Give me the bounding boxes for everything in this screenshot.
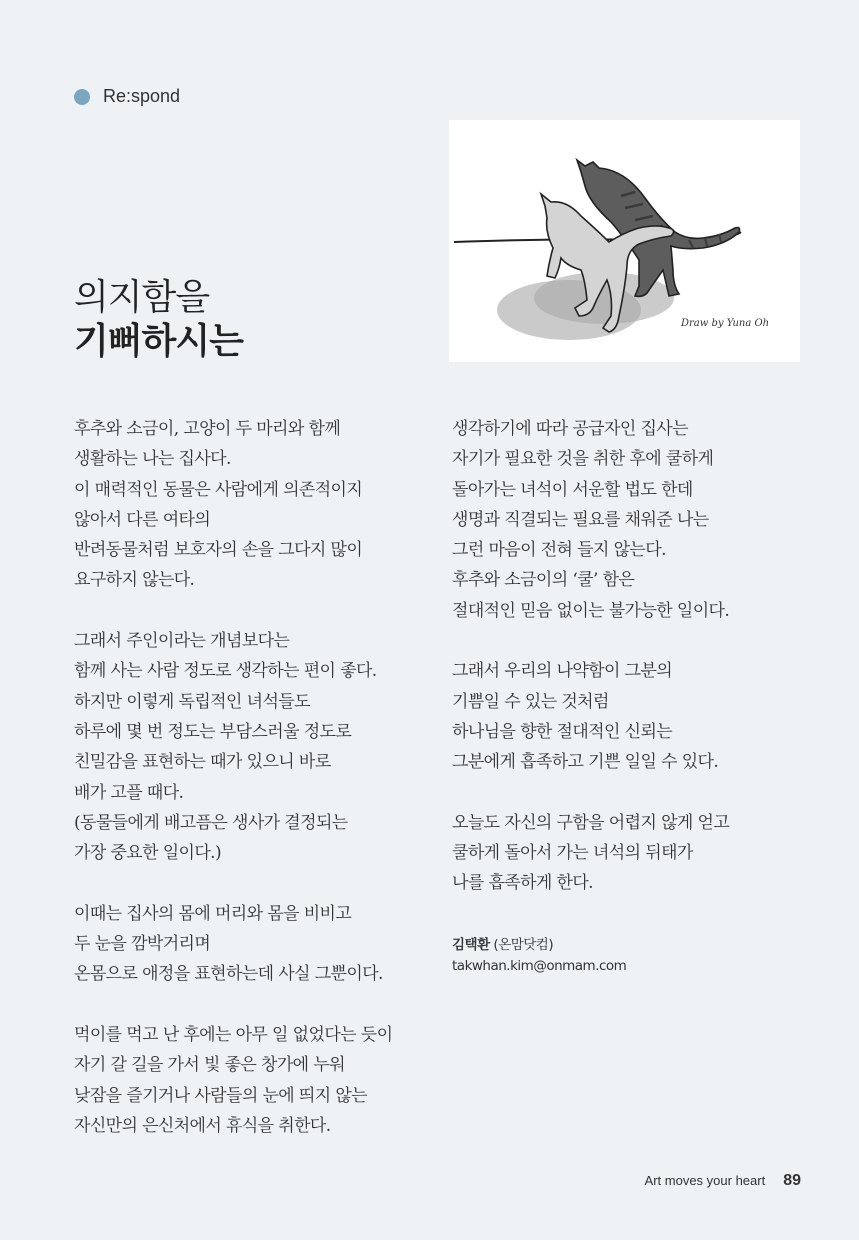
paragraph: 그래서 주인이라는 개념보다는 함께 사는 사람 정도로 생각하는 편이 좋다. 하지만 이렇게 독립적인 녀석들도 하루에 몇 번 정도는 부담스러울 정도로 친밀감을 표현하는 때가 있으니 바로 배가 고플 때다. (동물들에게 배고픔은 생사가 결정되는 가장 중요한 일이다.) bbox=[74, 631, 377, 864]
footer-slogan: Art moves your heart bbox=[644, 1173, 766, 1188]
two-cats-drawing bbox=[449, 120, 800, 362]
page-number: 89 bbox=[783, 1172, 801, 1189]
page-footer bbox=[645, 1172, 801, 1190]
title-line-2: 기뻐하시는 bbox=[74, 321, 243, 362]
article-title bbox=[74, 276, 243, 364]
paragraph: 먹이를 먹고 난 후에는 아무 일 없었다는 듯이 자기 갈 길을 가서 빛 좋은 창가에 누워 낮잠을 즐기거나 사람들의 눈에 띄지 않는 자신만의 은신처에서 휴식을 취한다. bbox=[74, 1024, 393, 1136]
author-email: takwhan.kim@onmam.com bbox=[452, 958, 627, 974]
section-tag bbox=[74, 86, 180, 107]
paragraph: 이때는 집사의 몸에 머리와 몸을 비비고 두 눈을 깜박거리며 온몸으로 애정을 표현하는데 사실 그뿐이다. bbox=[74, 903, 383, 985]
illustration-signature: Draw by Yuna Oh bbox=[681, 318, 770, 329]
title-line-1: 의지함을 bbox=[74, 277, 210, 318]
section-label: Re:spond bbox=[103, 86, 181, 106]
paragraph: 후추와 소금이, 고양이 두 마리와 함께 생활하는 나는 집사다. 이 매력적인 동물은 사람에게 의존적이지 않아서 다른 여타의 반려동물처럼 보호자의 손을 그다지 많이 요구하지 않는다. bbox=[74, 419, 363, 591]
author-affiliation: (온맘닷컴) bbox=[493, 937, 554, 953]
paragraph: 오늘도 자신의 구함을 어렵지 않게 얻고 쿨하게 돌아서 가는 녀석의 뒤태가 나를 흡족하게 한다. bbox=[452, 812, 730, 894]
body-right-column bbox=[452, 414, 802, 929]
section-dot-icon bbox=[74, 89, 90, 105]
paragraph: 생각하기에 따라 공급자인 집사는 자기가 필요한 것을 취한 후에 쿨하게 돌아가는 녀석이 서운할 법도 한데 생명과 직결되는 필요를 채워준 나는 그런 마음이 전혀 들지 않는다. 후추와 소금이의 ‘쿨’ 함은 절대적인 믿음 없이는 불가능한 일이다. bbox=[452, 419, 730, 621]
cat-illustration bbox=[449, 120, 800, 362]
body-left-column bbox=[74, 414, 424, 1171]
author-info bbox=[452, 935, 626, 977]
paragraph: 그래서 우리의 나약함이 그분의 기쁨일 수 있는 것처럼 하나님을 향한 절대적인 신뢰는 그분에게 흡족하고 기쁜 일일 수 있다. bbox=[452, 661, 719, 773]
author-name: 김택환 bbox=[452, 937, 490, 953]
